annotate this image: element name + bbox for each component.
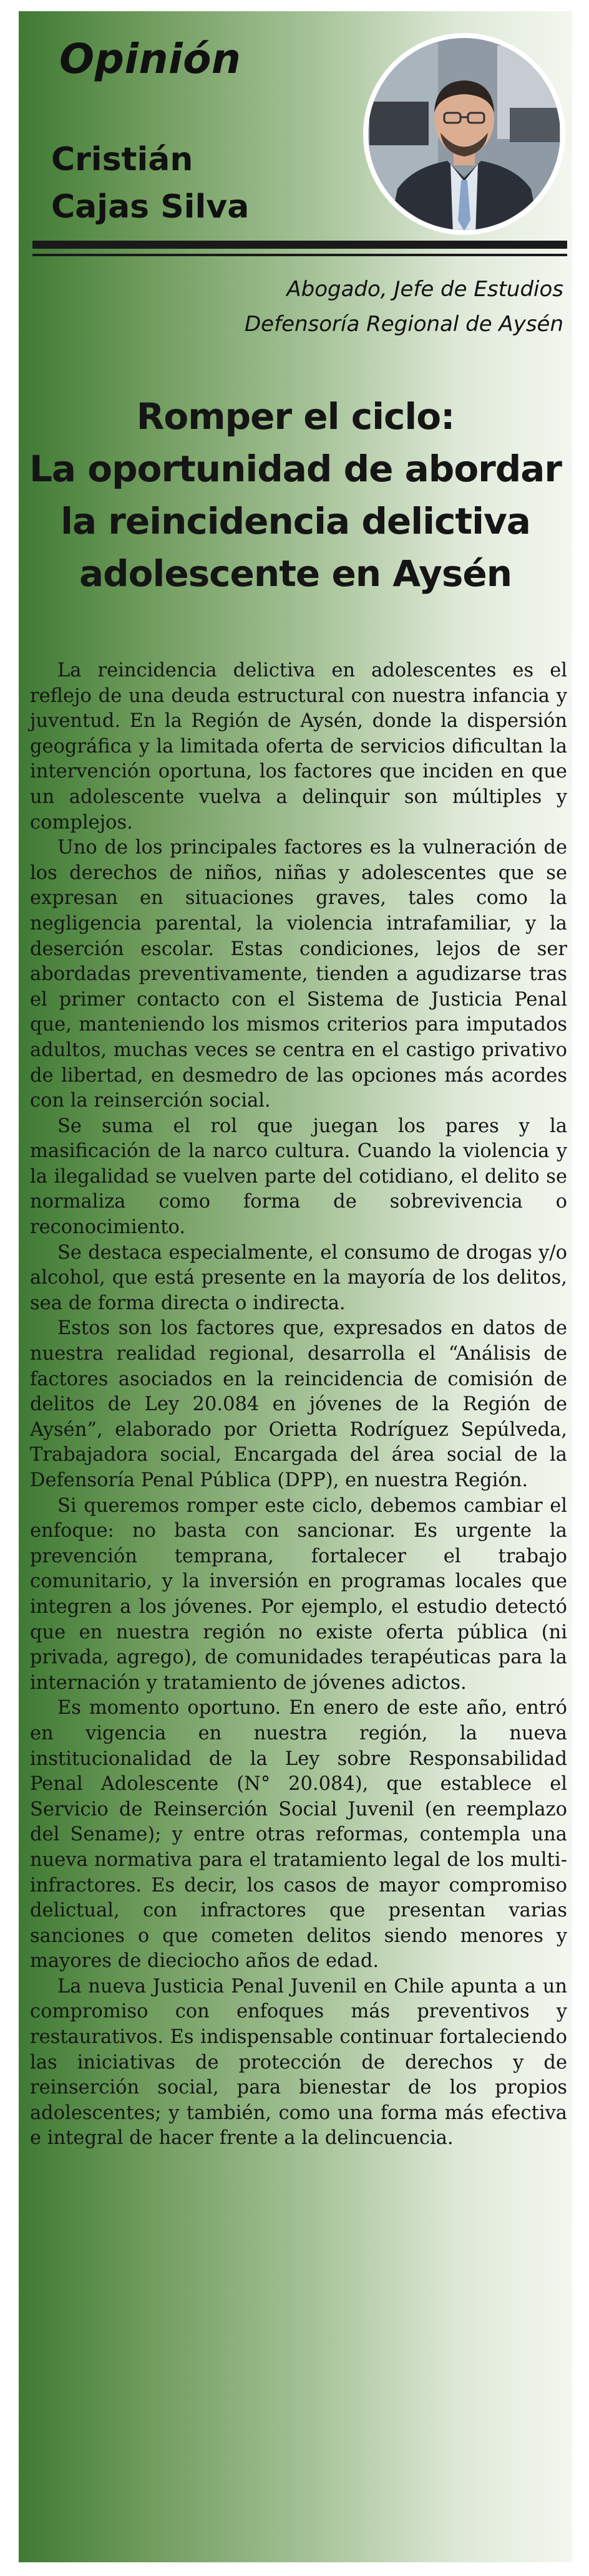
opinion-column <box>19 11 572 2562</box>
article-headline <box>19 390 572 600</box>
section-label: Opinión <box>59 35 241 83</box>
author-name <box>51 136 249 231</box>
headline-line: La oportunidad de abordar <box>29 448 562 490</box>
paragraph: Si queremos romper este ciclo, debemos cambiar el enfoque: no basta con sancionar. Es urgente la prevención temprana, fortalecer el trabajo comunitario, y la inversión en programas locales que integren a los jóvenes. Por ejemplo, el estudio detectó que en nuestra región no existe oferta pública (ni privada, agrego), de comunidades terapéuticas para la internación y tratamiento de jóvenes adictos. <box>30 1494 567 1694</box>
paragraph: Se destaca especialmente, el consumo de drogas y/o alcohol, que está presente en la mayoría de los delitos, sea de forma directa o indirecta. <box>30 1241 567 1314</box>
author-last-name: Cajas Silva <box>51 188 250 226</box>
author-photo <box>363 33 565 235</box>
author-role <box>245 272 563 342</box>
paragraph: Estos son los factores que, expresados en datos de nuestra realidad regional, desarrolla el “Análisis de factores asociados en la reincidencia de comisión de delitos de Ley 20.084 en jóvenes de la Región de Aysén”, elaborado por Orietta Rodríguez Sepúlveda, Trabajadora social, Encargada del área social de la Defensoría Penal Pública (DPP), en nuestra Región. <box>30 1317 567 1491</box>
divider-thick <box>32 241 567 249</box>
paragraph: Es momento oportuno. En enero de este año, entró en vigencia en nuestra región, la nueva institucionalidad de la Ley sobre Responsabilidad Penal Adolescente (N° 20.084), que establece el Servicio de Reinserción Social Juvenil (en reemplazo del Sename); y entre otras reformas, contempla una nueva normativa para el tratamiento legal de los multi-infractores. Es decir, los casos de mayor compromiso delictual, con infractores que presentan varias sanciones o que cometen delitos siendo menores y mayores de dieciocho años de edad. <box>30 1697 567 1973</box>
divider-thin <box>32 254 567 256</box>
article-body <box>30 658 567 2151</box>
headline-line: adolescente en Aysén <box>79 552 512 595</box>
author-first-name: Cristián <box>51 141 193 178</box>
paragraph: Uno de los principales factores es la vulneración de los derechos de niños, niñas y adolescentes que se expresan en situaciones graves, tales como la negligencia parental, la violencia intrafamiliar, y la deserción escolar. Estas condiciones, lejos de ser abordadas preventivamente, tienden a agudizarse tras el primer contacto con el Sistema de Justicia Penal que, manteniendo los mismos criterios para imputados adultos, muchas veces se centra en el castigo privativo de libertad, en desmedro de las opciones más acordes con la reinserción social. <box>30 837 567 1112</box>
paragraph: La nueva Justicia Penal Juvenil en Chile apunta a un compromiso con enfoques más preventivos y restaurativos. Es indispensable continuar fortaleciendo las iniciativas de protección de derechos y de reinserción social, para bienestar de los propios adolescentes; y también, como una forma más efectiva e integral de hacer frente a la delincuencia. <box>30 1975 567 2150</box>
headline-line: la reincidencia delictiva <box>61 500 530 542</box>
paragraph: Se suma el rol que juegan los pares y la masificación de la narco cultura. Cuando la violencia y la ilegalidad se vuelven parte del cotidiano, el delito se normaliza como forma de sobrevivencia o reconocimiento. <box>30 1115 567 1239</box>
paragraph: La reincidencia delictiva en adolescentes es el reflejo de una deuda estructural con nuestra infancia y juventud. En la Región de Aysén, donde la dispersión geográfica y la limitada oferta de servicios dificultan la intervención oportuna, los factores que inciden en que un adolescente vuelva a delinquir son múltiples y complejos. <box>30 660 567 834</box>
headline-line: Romper el ciclo: <box>136 395 455 438</box>
author-role-institution: Defensoría Regional de Aysén <box>245 312 563 337</box>
author-role-title: Abogado, Jefe de Estudios <box>286 277 563 302</box>
